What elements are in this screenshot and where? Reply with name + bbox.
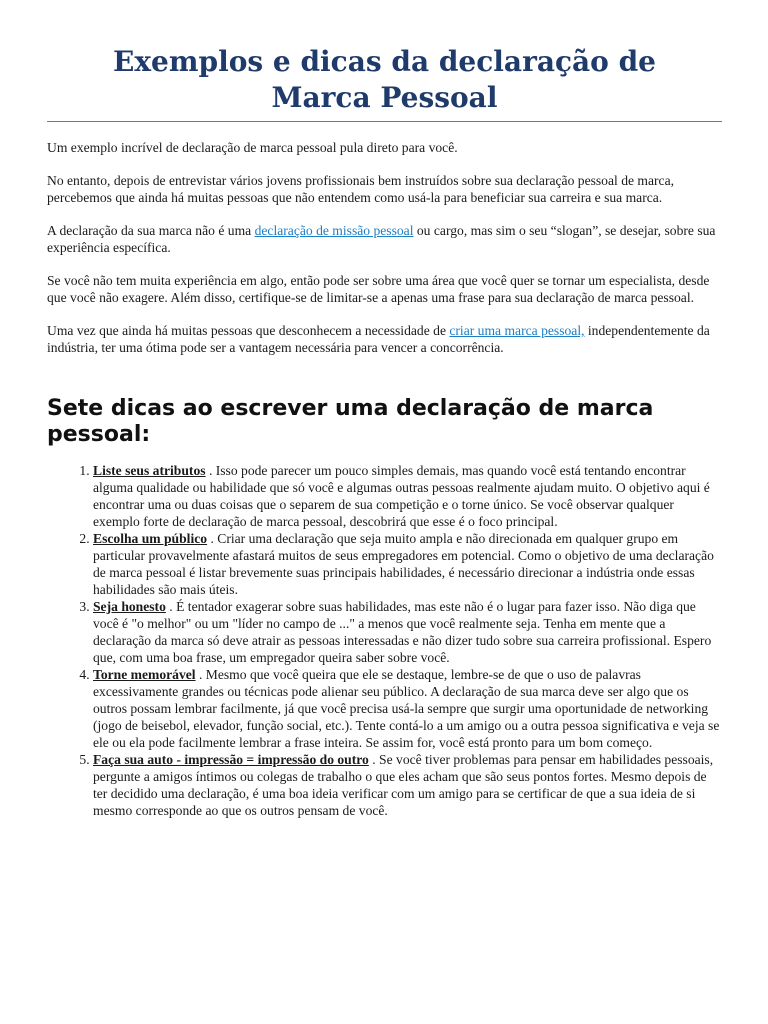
tip-title: Liste seus atributos	[93, 463, 206, 478]
tip-title: Faça sua auto - impressão = impressão do outro	[93, 752, 369, 767]
tip-text: . Mesmo que você queira que ele se destaque, lembre-se de que o uso de palavras excessivamente grandes ou técnicas pode alienar seu público. A declaração de sua marca deve ser algo que os outros possam lembrar facilmente, já que você precisa usá-la sempre que surgir uma oportunidade de networking (jogo de beisebol, elevador, função social, etc.). Tente contá-lo a um amigo ou a outra pessoa significativa e veja se ele ou ela pode facilmente lembrar a frase inteira. Se assim for, você está pronto para um bom começo.	[93, 667, 720, 750]
create-brand-link[interactable]: criar uma marca pessoal,	[449, 323, 585, 338]
list-item	[93, 530, 722, 598]
mission-statement-link[interactable]: declaração de missão pessoal	[254, 223, 414, 238]
paragraph-brand-need	[47, 322, 722, 356]
paragraph-interviews: No entanto, depois de entrevistar vários jovens profissionais bem instruídos sobre sua declaração pessoal de marca, percebemos que ainda há muitas pessoas que não entendem como usá-la para beneficiar sua carreira e sua marca.	[47, 173, 675, 205]
list-item	[93, 666, 722, 751]
list-item	[93, 462, 722, 530]
list-item	[93, 598, 722, 666]
list-item	[93, 751, 722, 819]
page-title	[47, 44, 722, 122]
paragraph-brand-need-text-after: independentemente da indústria, ter uma ótima pode ser a vantagem necessária para vencer a concorrência.	[47, 323, 710, 355]
tip-text: . Se você tiver problemas para pensar em habilidades pessoais, pergunte a amigos íntimos ou colegas de trabalho o que eles acham que são seus pontos fortes. Mesmo depois de ter decidido uma declaração, é uma boa ideia verificar com um amigo para se certificar de que a sua ideia de si mesmo corresponde ao que os outros pensam de você.	[93, 752, 714, 818]
paragraph-brand-need-text-before: Uma vez que ainda há muitas pessoas que desconhecem a necessidade de	[47, 323, 450, 338]
tip-text: . É tentador exagerar sobre suas habilidades, mas este não é o lugar para fazer isso. Não diga que você é "o melhor" ou um "líder no campo de ..." a menos que você realmente seja. Tenha em mente que a declaração da marca só deve atrair as pessoas interessadas e não dizer tudo sobre sua carreira profissional. Espero que, com uma boa frase, um empregador queira saber sobre você.	[93, 599, 712, 665]
title-line-1: Exemplos e dicas da declaração de	[113, 45, 656, 78]
tip-text: . Criar uma declaração que seja muito ampla e não direcionada em qualquer grupo em particular provavelmente afastará muitos de seus empregadores em potencial. Como o objetivo de uma declaração de marca pessoal é listar brevemente suas principais habilidades, é necessário direcionar a indústria onde essas habilidades são mais úteis.	[93, 531, 714, 597]
tip-title: Torne memorável	[93, 667, 196, 682]
paragraph-slogan-text-before: A declaração da sua marca não é uma	[47, 223, 255, 238]
tip-text: . Isso pode parecer um pouco simples demais, mas quando você está tentando encontrar alguma qualidade ou habilidade que só você e algumas outras pessoas realmente ajudam muito. O objetivo aqui é encontrar uma ou duas coisas que o separem de sua competição e o torne único. Se você observar qualquer exemplo forte de declaração de marca pessoal, descobrirá que esse é o foco principal.	[93, 463, 710, 529]
document-page	[47, 44, 722, 819]
section-heading: Sete dicas ao escrever uma declaração de marca pessoal:	[47, 396, 654, 447]
paragraph-experience: Se você não tem muita experiência em algo, então pode ser sobre uma área que você quer se tornar um especialista, desde que você não exagere. Além disso, certifique-se de limitar-se a apenas uma frase para sua declaração de marca pessoal.	[47, 273, 710, 305]
paragraph-slogan	[47, 222, 722, 256]
paragraph-intro: Um exemplo incrível de declaração de marca pessoal pula direto para você.	[47, 140, 458, 155]
paragraph-slogan-text-after: ou cargo, mas sim o seu “slogan”, se desejar, sobre sua experiência específica.	[47, 223, 716, 255]
tips-list	[47, 462, 722, 819]
title-line-2: Marca Pessoal	[271, 81, 498, 114]
tip-title: Seja honesto	[93, 599, 166, 614]
tip-title: Escolha um público	[93, 531, 208, 546]
